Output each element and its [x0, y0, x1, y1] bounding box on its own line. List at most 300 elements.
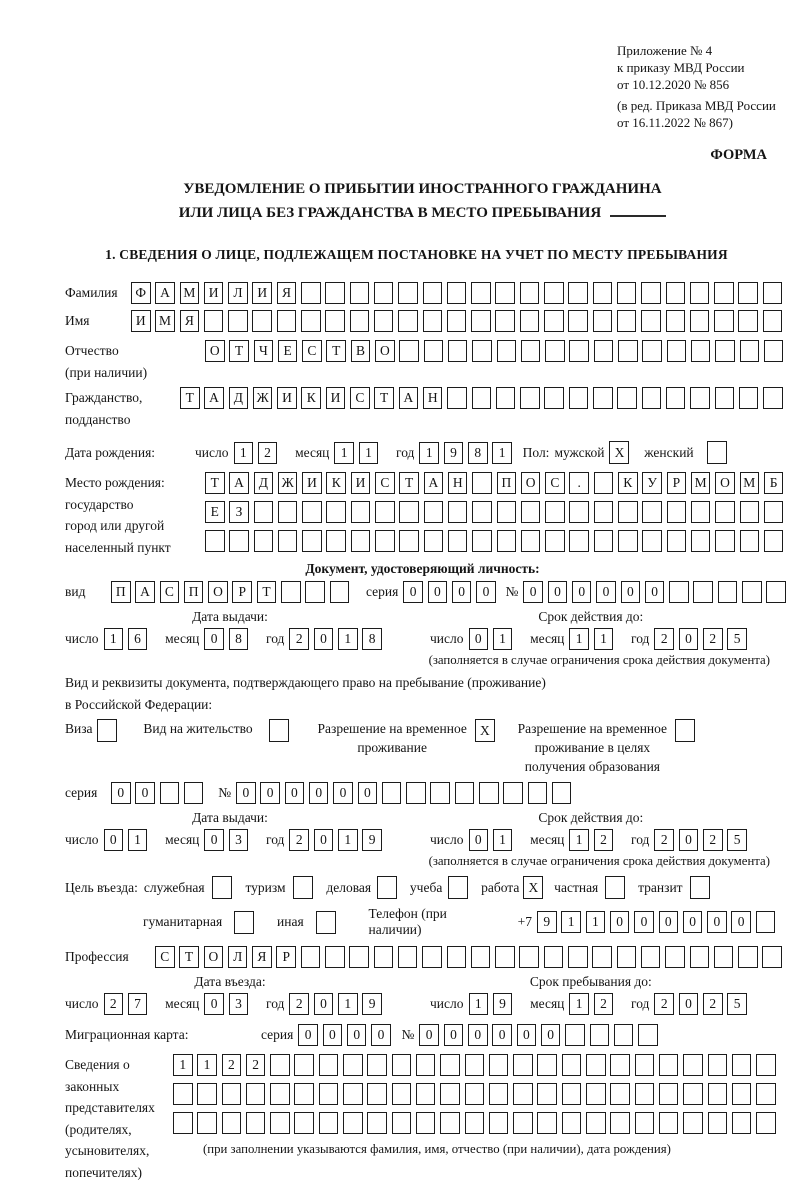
char-cell[interactable]: 9	[362, 829, 382, 851]
purpose-business-checkbox[interactable]	[377, 876, 397, 899]
char-cell[interactable]	[708, 1112, 728, 1134]
char-cell[interactable]	[520, 387, 540, 409]
char-cell[interactable]: 3	[229, 829, 249, 851]
char-cell[interactable]	[667, 501, 687, 523]
char-cell[interactable]	[732, 1054, 752, 1076]
char-cell[interactable]: 2	[222, 1054, 242, 1076]
char-cell[interactable]	[594, 340, 614, 362]
purpose-transit-checkbox[interactable]	[690, 876, 710, 899]
char-cell[interactable]	[351, 530, 371, 552]
char-cell[interactable]: Т	[326, 340, 346, 362]
char-cell[interactable]	[618, 530, 638, 552]
purpose-business-checkbox[interactable]	[377, 876, 402, 899]
char-cell[interactable]	[520, 310, 540, 332]
char-cell[interactable]	[398, 282, 418, 304]
char-cell[interactable]: Е	[278, 340, 298, 362]
char-cell[interactable]: 0	[314, 829, 334, 851]
char-cell[interactable]: А	[424, 472, 444, 494]
char-cell[interactable]	[173, 1112, 193, 1134]
char-cell[interactable]: 1	[569, 993, 589, 1015]
gender-female-checkbox[interactable]	[707, 441, 732, 464]
char-cell[interactable]: 1	[234, 442, 254, 464]
char-cell[interactable]	[690, 387, 710, 409]
purpose-humanitarian-checkbox[interactable]	[234, 911, 259, 934]
char-cell[interactable]: О	[205, 340, 225, 362]
char-cell[interactable]: 2	[258, 442, 278, 464]
char-cell[interactable]	[691, 501, 711, 523]
char-cell[interactable]: К	[618, 472, 638, 494]
char-cell[interactable]	[545, 501, 565, 523]
char-cell[interactable]	[618, 340, 638, 362]
char-cell[interactable]: М	[180, 282, 200, 304]
char-cell[interactable]	[495, 310, 515, 332]
char-cell[interactable]	[472, 501, 492, 523]
char-cell[interactable]	[594, 530, 614, 552]
char-cell[interactable]: 0	[204, 993, 224, 1015]
char-cell[interactable]: 8	[229, 628, 249, 650]
char-cell[interactable]	[763, 310, 783, 332]
char-cell[interactable]: 2	[703, 628, 723, 650]
char-cell[interactable]: 1	[334, 442, 354, 464]
char-cell[interactable]	[398, 946, 418, 968]
char-cell[interactable]: О	[208, 581, 228, 603]
purpose-private-checkbox[interactable]	[605, 876, 625, 899]
char-cell[interactable]	[592, 946, 612, 968]
purpose-study-checkbox[interactable]	[448, 876, 468, 899]
char-cell[interactable]	[350, 282, 370, 304]
char-cell[interactable]	[544, 946, 564, 968]
char-cell[interactable]	[766, 581, 786, 603]
char-cell[interactable]	[398, 310, 418, 332]
char-cell[interactable]	[448, 530, 468, 552]
char-cell[interactable]: 0	[358, 782, 378, 804]
char-cell[interactable]	[205, 530, 225, 552]
char-cell[interactable]: 0	[428, 581, 448, 603]
char-cell[interactable]	[617, 282, 637, 304]
char-cell[interactable]	[614, 1024, 634, 1046]
char-cell[interactable]: Ж	[253, 387, 273, 409]
char-cell[interactable]	[349, 946, 369, 968]
char-cell[interactable]: М	[691, 472, 711, 494]
char-cell[interactable]: 0	[314, 628, 334, 650]
char-cell[interactable]: 1	[104, 628, 124, 650]
char-cell[interactable]: Т	[374, 387, 394, 409]
char-cell[interactable]	[375, 530, 395, 552]
char-cell[interactable]	[367, 1054, 387, 1076]
char-cell[interactable]	[465, 1112, 485, 1134]
temp-residence-education-checkbox[interactable]	[675, 719, 695, 742]
char-cell[interactable]	[399, 340, 419, 362]
char-cell[interactable]	[374, 310, 394, 332]
temp-residence-checkbox[interactable]: X	[475, 719, 495, 742]
purpose-study-checkbox[interactable]	[448, 876, 473, 899]
char-cell[interactable]	[222, 1112, 242, 1134]
char-cell[interactable]: Т	[399, 472, 419, 494]
char-cell[interactable]: С	[350, 387, 370, 409]
purpose-private-checkbox[interactable]	[605, 876, 630, 899]
char-cell[interactable]: 2	[654, 993, 674, 1015]
char-cell[interactable]	[666, 310, 686, 332]
char-cell[interactable]: 2	[594, 993, 614, 1015]
char-cell[interactable]	[222, 1083, 242, 1105]
char-cell[interactable]: 8	[468, 442, 488, 464]
char-cell[interactable]	[740, 501, 760, 523]
char-cell[interactable]	[520, 282, 540, 304]
char-cell[interactable]	[367, 1112, 387, 1134]
char-cell[interactable]	[683, 1083, 703, 1105]
char-cell[interactable]	[738, 946, 758, 968]
char-cell[interactable]: 0	[298, 1024, 318, 1046]
char-cell[interactable]	[278, 530, 298, 552]
char-cell[interactable]: 0	[444, 1024, 464, 1046]
char-cell[interactable]	[714, 282, 734, 304]
char-cell[interactable]: Л	[228, 282, 248, 304]
char-cell[interactable]	[277, 310, 297, 332]
char-cell[interactable]: Т	[179, 946, 199, 968]
char-cell[interactable]: А	[399, 387, 419, 409]
char-cell[interactable]: С	[155, 946, 175, 968]
char-cell[interactable]: К	[326, 472, 346, 494]
char-cell[interactable]: 0	[135, 782, 155, 804]
char-cell[interactable]	[489, 1054, 509, 1076]
char-cell[interactable]	[382, 782, 402, 804]
char-cell[interactable]	[593, 282, 613, 304]
char-cell[interactable]: О	[715, 472, 735, 494]
char-cell[interactable]	[330, 581, 350, 603]
char-cell[interactable]	[497, 340, 517, 362]
char-cell[interactable]	[537, 1083, 557, 1105]
char-cell[interactable]	[635, 1112, 655, 1134]
char-cell[interactable]	[270, 1083, 290, 1105]
char-cell[interactable]: О	[375, 340, 395, 362]
char-cell[interactable]	[764, 530, 784, 552]
char-cell[interactable]: 0	[707, 911, 727, 933]
char-cell[interactable]: В	[351, 340, 371, 362]
char-cell[interactable]	[683, 1054, 703, 1076]
purpose-tourism-checkbox[interactable]	[293, 876, 318, 899]
char-cell[interactable]	[465, 1083, 485, 1105]
char-cell[interactable]: 0	[731, 911, 751, 933]
char-cell[interactable]	[448, 340, 468, 362]
char-cell[interactable]: 0	[204, 628, 224, 650]
char-cell[interactable]	[399, 501, 419, 523]
char-cell[interactable]	[568, 946, 588, 968]
char-cell[interactable]: 0	[104, 829, 124, 851]
char-cell[interactable]: 0	[236, 782, 256, 804]
char-cell[interactable]	[569, 387, 589, 409]
char-cell[interactable]	[552, 782, 572, 804]
char-cell[interactable]	[440, 1054, 460, 1076]
char-cell[interactable]	[294, 1083, 314, 1105]
char-cell[interactable]	[715, 340, 735, 362]
char-cell[interactable]: А	[204, 387, 224, 409]
char-cell[interactable]	[440, 1083, 460, 1105]
visa-checkbox[interactable]	[97, 719, 117, 742]
char-cell[interactable]	[301, 310, 321, 332]
char-cell[interactable]	[430, 782, 450, 804]
char-cell[interactable]: 1	[493, 829, 513, 851]
char-cell[interactable]	[497, 501, 517, 523]
char-cell[interactable]	[659, 1083, 679, 1105]
char-cell[interactable]	[197, 1112, 217, 1134]
char-cell[interactable]	[422, 946, 442, 968]
char-cell[interactable]: С	[375, 472, 395, 494]
char-cell[interactable]	[416, 1083, 436, 1105]
char-cell[interactable]	[667, 530, 687, 552]
char-cell[interactable]: 2	[594, 829, 614, 851]
char-cell[interactable]: 1	[338, 628, 358, 650]
char-cell[interactable]	[659, 1112, 679, 1134]
char-cell[interactable]	[270, 1112, 290, 1134]
char-cell[interactable]: А	[135, 581, 155, 603]
char-cell[interactable]	[763, 282, 783, 304]
char-cell[interactable]	[472, 340, 492, 362]
char-cell[interactable]	[228, 310, 248, 332]
char-cell[interactable]	[610, 1054, 630, 1076]
char-cell[interactable]: 2	[289, 993, 309, 1015]
char-cell[interactable]: А	[155, 282, 175, 304]
char-cell[interactable]	[472, 387, 492, 409]
char-cell[interactable]: 0	[679, 829, 699, 851]
visa-checkbox[interactable]	[97, 719, 122, 742]
char-cell[interactable]	[440, 1112, 460, 1134]
char-cell[interactable]	[343, 1083, 363, 1105]
char-cell[interactable]	[471, 282, 491, 304]
char-cell[interactable]	[160, 782, 180, 804]
char-cell[interactable]: 0	[469, 829, 489, 851]
char-cell[interactable]	[669, 581, 689, 603]
char-cell[interactable]	[495, 282, 515, 304]
char-cell[interactable]	[763, 387, 783, 409]
char-cell[interactable]	[301, 282, 321, 304]
char-cell[interactable]	[756, 1054, 776, 1076]
char-cell[interactable]	[690, 946, 710, 968]
char-cell[interactable]	[246, 1112, 266, 1134]
char-cell[interactable]	[343, 1112, 363, 1134]
char-cell[interactable]: 1	[493, 628, 513, 650]
char-cell[interactable]	[447, 310, 467, 332]
char-cell[interactable]	[302, 501, 322, 523]
char-cell[interactable]	[513, 1054, 533, 1076]
char-cell[interactable]	[714, 946, 734, 968]
char-cell[interactable]	[351, 501, 371, 523]
char-cell[interactable]: 1	[128, 829, 148, 851]
char-cell[interactable]: 0	[572, 581, 592, 603]
char-cell[interactable]	[545, 530, 565, 552]
char-cell[interactable]	[416, 1054, 436, 1076]
char-cell[interactable]	[544, 282, 564, 304]
char-cell[interactable]	[691, 340, 711, 362]
char-cell[interactable]	[278, 501, 298, 523]
char-cell[interactable]	[392, 1054, 412, 1076]
char-cell[interactable]: П	[111, 581, 131, 603]
char-cell[interactable]	[301, 946, 321, 968]
char-cell[interactable]	[568, 310, 588, 332]
char-cell[interactable]	[270, 1054, 290, 1076]
char-cell[interactable]	[302, 530, 322, 552]
purpose-other-checkbox[interactable]	[316, 911, 336, 934]
char-cell[interactable]	[254, 530, 274, 552]
char-cell[interactable]	[667, 340, 687, 362]
char-cell[interactable]: Р	[232, 581, 252, 603]
char-cell[interactable]	[294, 1054, 314, 1076]
char-cell[interactable]	[693, 581, 713, 603]
char-cell[interactable]: 2	[654, 829, 674, 851]
char-cell[interactable]: 2	[289, 829, 309, 851]
char-cell[interactable]: 1	[569, 829, 589, 851]
char-cell[interactable]	[521, 530, 541, 552]
char-cell[interactable]	[319, 1112, 339, 1134]
char-cell[interactable]	[638, 1024, 658, 1046]
char-cell[interactable]	[715, 501, 735, 523]
char-cell[interactable]	[642, 501, 662, 523]
char-cell[interactable]	[690, 310, 710, 332]
char-cell[interactable]	[641, 282, 661, 304]
char-cell[interactable]	[568, 282, 588, 304]
char-cell[interactable]	[562, 1083, 582, 1105]
char-cell[interactable]	[392, 1083, 412, 1105]
char-cell[interactable]: М	[155, 310, 175, 332]
char-cell[interactable]: 2	[654, 628, 674, 650]
char-cell[interactable]	[714, 310, 734, 332]
char-cell[interactable]: 0	[111, 782, 131, 804]
char-cell[interactable]	[374, 946, 394, 968]
char-cell[interactable]: 0	[541, 1024, 561, 1046]
char-cell[interactable]: Я	[252, 946, 272, 968]
char-cell[interactable]	[708, 1054, 728, 1076]
char-cell[interactable]: И	[326, 387, 346, 409]
char-cell[interactable]	[537, 1054, 557, 1076]
char-cell[interactable]: 5	[727, 993, 747, 1015]
char-cell[interactable]	[593, 310, 613, 332]
char-cell[interactable]	[519, 946, 539, 968]
char-cell[interactable]	[756, 1083, 776, 1105]
char-cell[interactable]: 0	[347, 1024, 367, 1046]
char-cell[interactable]: 2	[703, 993, 723, 1015]
char-cell[interactable]	[197, 1083, 217, 1105]
char-cell[interactable]	[545, 340, 565, 362]
char-cell[interactable]: 0	[452, 581, 472, 603]
char-cell[interactable]	[424, 501, 444, 523]
char-cell[interactable]	[740, 530, 760, 552]
char-cell[interactable]: И	[277, 387, 297, 409]
char-cell[interactable]	[455, 782, 475, 804]
char-cell[interactable]	[252, 310, 272, 332]
char-cell[interactable]: Е	[205, 501, 225, 523]
char-cell[interactable]: 0	[683, 911, 703, 933]
char-cell[interactable]: И	[351, 472, 371, 494]
char-cell[interactable]: 1	[173, 1054, 193, 1076]
char-cell[interactable]	[173, 1083, 193, 1105]
char-cell[interactable]	[642, 340, 662, 362]
char-cell[interactable]: 9	[493, 993, 513, 1015]
char-cell[interactable]	[742, 581, 762, 603]
char-cell[interactable]: 7	[128, 993, 148, 1015]
purpose-official-checkbox[interactable]	[212, 876, 232, 899]
char-cell[interactable]	[204, 310, 224, 332]
char-cell[interactable]	[562, 1112, 582, 1134]
char-cell[interactable]	[738, 310, 758, 332]
char-cell[interactable]: С	[545, 472, 565, 494]
char-cell[interactable]	[642, 387, 662, 409]
char-cell[interactable]	[593, 387, 613, 409]
char-cell[interactable]	[472, 530, 492, 552]
char-cell[interactable]: И	[131, 310, 151, 332]
char-cell[interactable]: 9	[537, 911, 557, 933]
char-cell[interactable]	[666, 387, 686, 409]
char-cell[interactable]: 9	[362, 993, 382, 1015]
char-cell[interactable]: 1	[492, 442, 512, 464]
char-cell[interactable]: Т	[205, 472, 225, 494]
char-cell[interactable]: Ч	[254, 340, 274, 362]
char-cell[interactable]	[762, 946, 782, 968]
char-cell[interactable]: 0	[333, 782, 353, 804]
char-cell[interactable]: .	[569, 472, 589, 494]
char-cell[interactable]	[392, 1112, 412, 1134]
char-cell[interactable]: 0	[679, 993, 699, 1015]
char-cell[interactable]	[184, 782, 204, 804]
char-cell[interactable]: Т	[257, 581, 277, 603]
char-cell[interactable]: 1	[569, 628, 589, 650]
char-cell[interactable]	[448, 501, 468, 523]
char-cell[interactable]	[294, 1112, 314, 1134]
char-cell[interactable]: 1	[338, 829, 358, 851]
char-cell[interactable]	[513, 1112, 533, 1134]
char-cell[interactable]	[617, 387, 637, 409]
char-cell[interactable]	[537, 1112, 557, 1134]
char-cell[interactable]	[497, 530, 517, 552]
char-cell[interactable]	[325, 282, 345, 304]
char-cell[interactable]	[374, 282, 394, 304]
gender-male-checkbox[interactable]	[609, 441, 634, 464]
char-cell[interactable]	[472, 472, 492, 494]
char-cell[interactable]	[586, 1054, 606, 1076]
char-cell[interactable]: 0	[419, 1024, 439, 1046]
char-cell[interactable]	[521, 340, 541, 362]
char-cell[interactable]: 0	[492, 1024, 512, 1046]
gender-female-checkbox[interactable]	[707, 441, 727, 464]
char-cell[interactable]	[590, 1024, 610, 1046]
char-cell[interactable]: 1	[197, 1054, 217, 1076]
purpose-transit-checkbox[interactable]	[690, 876, 715, 899]
char-cell[interactable]	[424, 530, 444, 552]
char-cell[interactable]	[569, 501, 589, 523]
char-cell[interactable]	[732, 1083, 752, 1105]
char-cell[interactable]: 5	[727, 829, 747, 851]
char-cell[interactable]	[562, 1054, 582, 1076]
char-cell[interactable]	[513, 1083, 533, 1105]
char-cell[interactable]: 0	[659, 911, 679, 933]
char-cell[interactable]: А	[229, 472, 249, 494]
char-cell[interactable]	[350, 310, 370, 332]
char-cell[interactable]	[447, 282, 467, 304]
char-cell[interactable]: 0	[285, 782, 305, 804]
char-cell[interactable]	[465, 1054, 485, 1076]
char-cell[interactable]: С	[302, 340, 322, 362]
char-cell[interactable]: 1	[469, 993, 489, 1015]
char-cell[interactable]	[319, 1054, 339, 1076]
purpose-humanitarian-checkbox[interactable]	[234, 911, 254, 934]
char-cell[interactable]	[406, 782, 426, 804]
char-cell[interactable]: И	[252, 282, 272, 304]
char-cell[interactable]: О	[521, 472, 541, 494]
char-cell[interactable]	[610, 1083, 630, 1105]
char-cell[interactable]	[641, 310, 661, 332]
char-cell[interactable]	[447, 387, 467, 409]
char-cell[interactable]: 0	[596, 581, 616, 603]
gender-male-checkbox[interactable]: X	[609, 441, 629, 464]
char-cell[interactable]: 0	[523, 581, 543, 603]
